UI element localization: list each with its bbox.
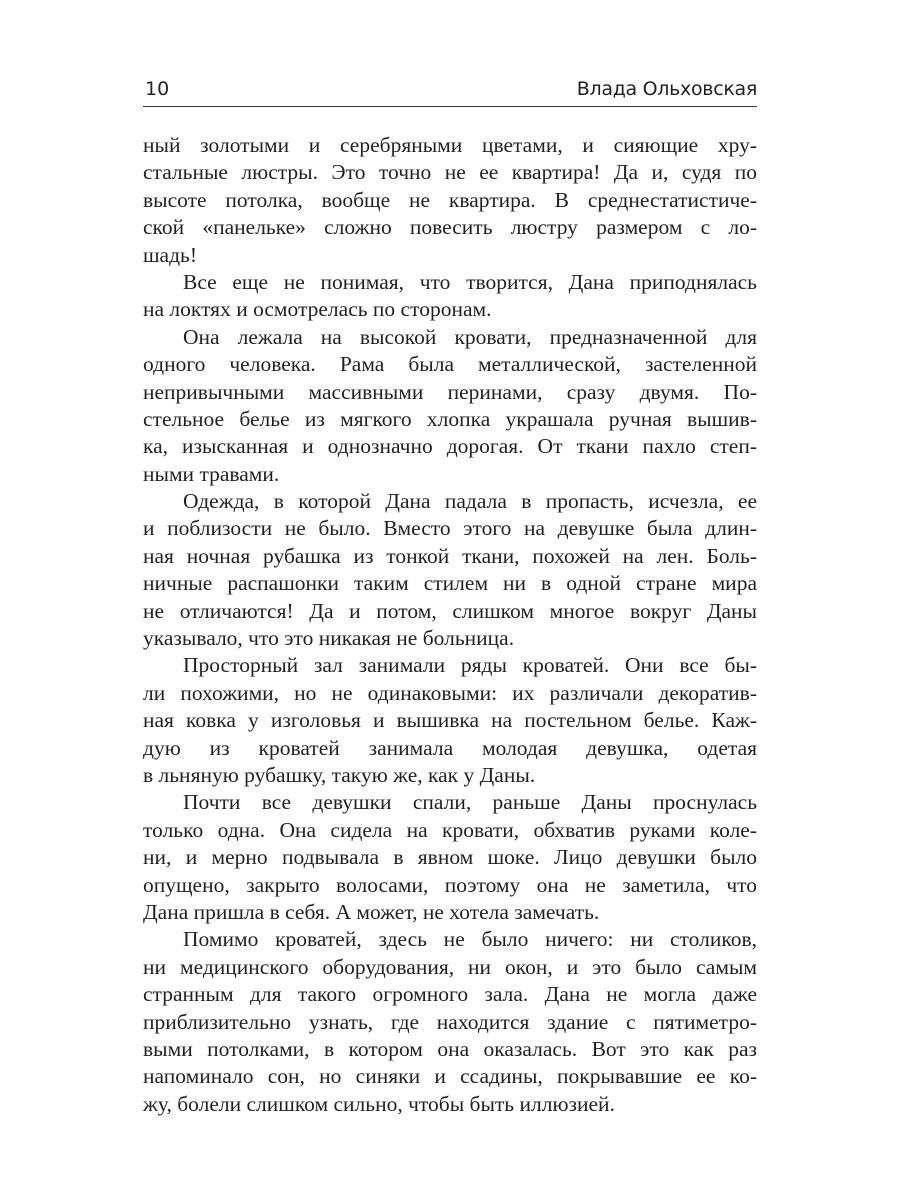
- text-line: Помимо кроватей, здесь не было ничего: ни столиков,: [183, 927, 757, 952]
- text-line: напоминало сон, но синяки и ссадины, покрывавшие ее ко-: [143, 1064, 757, 1089]
- text-line: ской «панельке» сложно повесить люстру размером с ло-: [143, 215, 757, 240]
- text-line: опущено, закрыто волосами, поэтому она не заметила, что: [143, 872, 757, 897]
- text-line: ными травами.: [143, 461, 280, 486]
- paragraph: [143, 926, 757, 1118]
- paragraph: [143, 789, 757, 926]
- text-line: жу, болели слишком сильно, чтобы быть иллюзией.: [143, 1091, 615, 1116]
- text-line: указывало, что это никакая не больница.: [143, 626, 515, 651]
- text-line: Просторный зал занимали ряды кроватей. Они все бы-: [183, 653, 757, 678]
- text-line: непривычными массивными перинами, сразу двумя. По-: [143, 379, 757, 404]
- text-line: ни, и мерно подвывала в явном шоке. Лицо девушки было: [143, 845, 757, 870]
- text-line: на локтях и осмотрелась по сторонам.: [143, 297, 492, 322]
- text-line: ничные распашонки таким стилем ни в одной стране мира: [143, 571, 757, 596]
- text-line: ли похожими, но не одинаковыми: их различали декоратив-: [143, 680, 757, 705]
- page-number: 10: [145, 78, 170, 100]
- paragraph: [143, 132, 757, 269]
- paragraph: [143, 269, 757, 324]
- text-line: приблизительно узнать, где находится здание с пятиметро-: [143, 1009, 757, 1034]
- author-name: Влада Ольховская: [576, 78, 757, 100]
- text-line: ная ковка у изголовья и вышивка на постельном белье. Каж-: [143, 708, 757, 733]
- paragraph: [143, 652, 757, 789]
- text-line: ная ночная рубашка из тонкой ткани, похожей на лен. Боль-: [143, 543, 757, 568]
- text-line: и поблизости не было. Вместо этого на девушке была длин-: [143, 516, 757, 541]
- paragraph: [143, 488, 757, 652]
- text-line: Она лежала на высокой кровати, предназначенной для: [183, 324, 757, 349]
- text-line: ни медицинского оборудования, ни окон, и это было самым: [143, 954, 757, 979]
- text-line: ка, изысканная и однозначно дорогая. От ткани пахло степ-: [143, 434, 757, 459]
- text-line: в льняную рубашку, такую же, как у Даны.: [143, 762, 536, 787]
- text-line: не отличаются! Да и потом, слишком многое вокруг Даны: [143, 598, 757, 623]
- text-line: высоте потолка, вообще не квартира. В среднестатистиче-: [143, 187, 757, 212]
- text-line: стельное белье из мягкого хлопка украшала ручная вышив-: [143, 406, 757, 431]
- text-line: Одежда, в которой Дана падала в пропасть, исчезла, ее: [183, 489, 757, 514]
- running-header: [143, 76, 757, 107]
- text-line: выми потолками, в котором она оказалась. Вот это как раз: [143, 1036, 757, 1061]
- text-line: шадь!: [143, 242, 198, 267]
- paragraph: [143, 324, 757, 488]
- text-line: странным для такого огромного зала. Дана не могла даже: [143, 982, 757, 1007]
- text-line: Все еще не понимая, что творится, Дана приподнялась: [183, 269, 757, 294]
- text-line: одного человека. Рама была металлической, застеленной: [143, 352, 757, 377]
- text-line: только одна. Она сидела на кровати, обхватив руками коле-: [143, 817, 757, 842]
- text-line: дую из кроватей занимала молодая девушка, одетая: [143, 735, 757, 760]
- text-line: Дана пришла в себя. А может, не хотела замечать.: [143, 899, 600, 924]
- text-line: стальные люстры. Это точно не ее квартира! Да и, судя по: [143, 160, 757, 185]
- body-text: [143, 132, 757, 1118]
- text-line: Почти все девушки спали, раньше Даны проснулась: [183, 790, 757, 815]
- text-line: ный золотыми и серебряными цветами, и сияющие хру-: [143, 133, 757, 157]
